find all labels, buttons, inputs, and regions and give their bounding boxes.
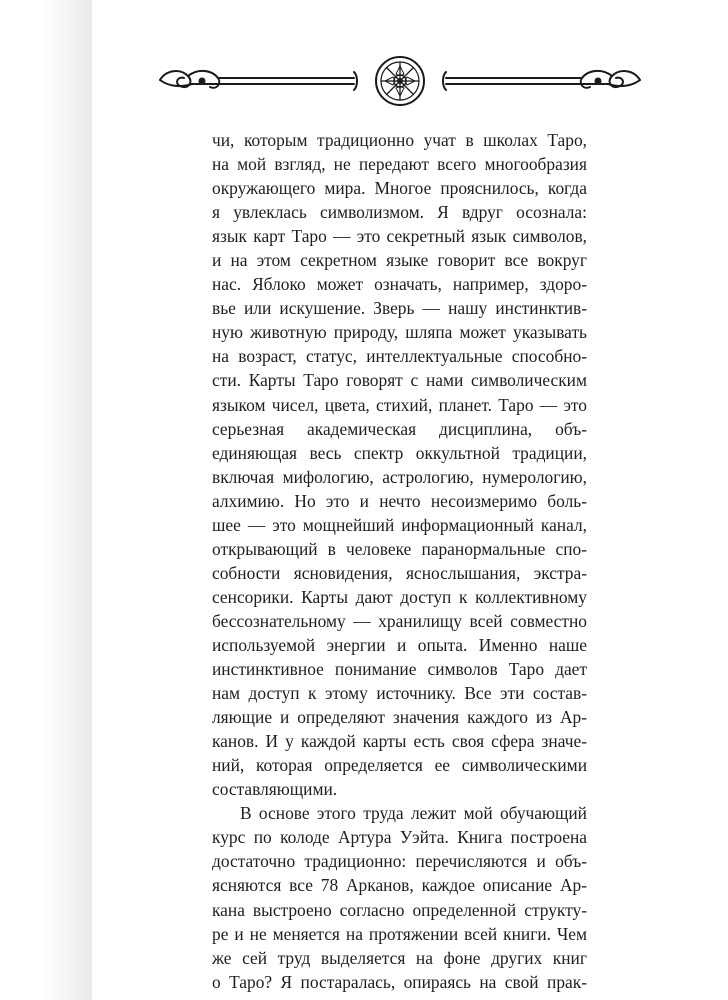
book-page (40, 0, 728, 1000)
text-line: ную животную природу, шляпа может указывать (212, 322, 587, 343)
text-line: алхимию. Но это и нечто несоизмеримо боль- (212, 490, 587, 511)
paragraph-start-line: В основе этого труда лежит мой обучающий (240, 803, 587, 824)
text-line: на мой взгляд, не передают всего многообразия (212, 154, 587, 175)
text-line: чи, которым традиционно учат в школах Таро, (212, 130, 587, 150)
body-text (212, 128, 587, 994)
text-line: канов. И у каждой карты есть своя сфера значе- (212, 731, 587, 752)
text-line: серьезная академическая дисциплина, объ- (212, 418, 587, 439)
text-line: нам доступ к этому источнику. Все эти состав- (212, 683, 587, 704)
text-line: ясняются все 78 Арканов, каждое описание Ар- (212, 875, 587, 896)
text-line: окружающего мира. Многое прояснилось, когда (212, 178, 587, 199)
text-line: бессознательному — хранилищу всей совместно (212, 610, 587, 631)
text-line: включая мифологию, астрологию, нумерологию, (212, 466, 587, 487)
text-line: кана выстроено согласно определенной структу- (212, 899, 587, 920)
text-line: шее — это мощнейший информационный канал, (212, 514, 587, 535)
header-ornament-icon (158, 54, 642, 126)
text-line: ре и не меняется на протяжении всей книги. Чем (212, 923, 587, 944)
text-line: и на этом секретном языке говорит все вокруг (212, 250, 587, 271)
text-line: используемой энергии и опыта. Именно наше (212, 634, 587, 655)
page-gutter-shadow (40, 0, 92, 1000)
text-line: же сей труд выделяется на фоне других книг (212, 947, 587, 968)
text-line: сенсорики. Карты дают доступ к коллективному (212, 586, 587, 607)
text-line: курс по колоде Артура Уэйта. Книга построена (212, 827, 587, 848)
text-line: язык карт Таро — это секретный язык символов, (212, 226, 587, 247)
text-line: достаточно традиционно: перечисляются и объ- (212, 851, 587, 872)
text-line: нас. Яблоко может означать, например, здоро- (212, 274, 587, 295)
text-line: инстинктивное понимание символов Таро дает (212, 659, 587, 680)
paragraph-end-line: составляющими. (212, 779, 338, 800)
text-line: на возраст, статус, интеллектуальные способно- (212, 346, 587, 367)
text-line: ляющие и определяют значения каждого из Ар- (212, 707, 587, 728)
text-line: открывающий в человеке паранормальные спо- (212, 538, 587, 559)
text-line: я увлеклась символизмом. Я вдруг осознала: (212, 202, 587, 223)
text-line: собности ясновидения, яснослышания, экстра- (212, 562, 587, 583)
text-line: сти. Карты Таро говорят с нами символическим (212, 370, 587, 391)
text-line: о Таро? Я постаралась, опираясь на свой прак- (212, 971, 587, 992)
text-line: языком чисел, цвета, стихий, планет. Таро — это (212, 394, 587, 415)
text-line: вье или искушение. Зверь — нашу инстинктив- (212, 298, 587, 319)
text-line: ний, которая определяется ее символическими (212, 755, 587, 776)
text-line: единяющая весь спектр оккультной традиции, (212, 442, 587, 463)
